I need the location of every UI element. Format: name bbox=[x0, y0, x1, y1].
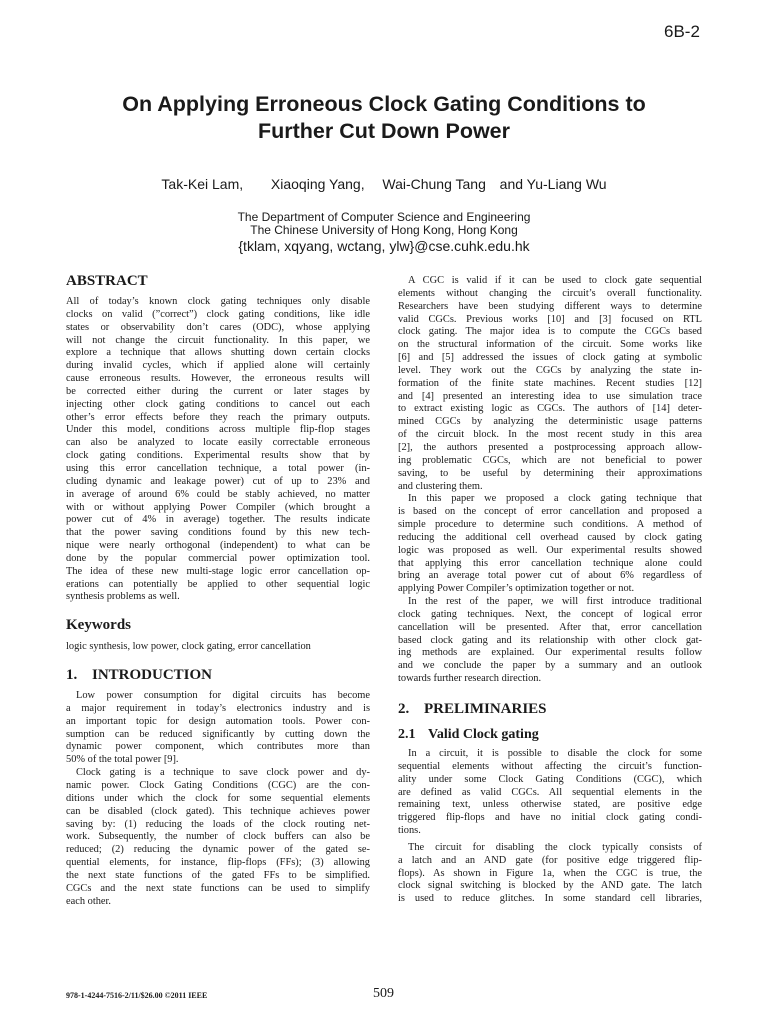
text-line: ditions under which the clock for some sequential elements bbox=[66, 792, 370, 804]
author-2: Xiaoqing Yang, bbox=[270, 176, 365, 192]
text-line: clocks on valid (”correct”) clock gating conditions, like idle bbox=[66, 308, 370, 320]
text-line: the next state functions of the gated FFs to be simplified. bbox=[66, 869, 370, 881]
text-line: can be disabled (clock gated). This technique achieves power bbox=[66, 805, 370, 817]
right-paragraph-3 bbox=[398, 596, 702, 686]
text-line: CGCs and the next state functions can be used to simplify bbox=[66, 882, 370, 894]
text-line: injecting other clock gating conditions to cancel out each bbox=[66, 398, 370, 410]
text-line: power cut of 4% in average) together. The results indicate bbox=[66, 514, 370, 526]
text-line: work. Subsequently, the number of clock buffers can also be bbox=[66, 831, 370, 843]
copyright-footer: 978-1-4244-7516-2/11/$26.00 ©2011 IEEE bbox=[66, 991, 208, 1000]
text-line: flops). As shown in Figure 1a, when the CGC is true, the bbox=[398, 867, 702, 879]
text-line: Low power consumption for digital circuits has become bbox=[76, 690, 370, 702]
text-line: other’s error effects before they reach the primary outputs. bbox=[66, 411, 370, 423]
session-tag: 6B-2 bbox=[664, 22, 700, 41]
text-line: in average of around 6% could be stably achieved, no matter bbox=[66, 488, 370, 500]
text-line: Clock gating is a technique to save clock power and dy- bbox=[76, 767, 370, 779]
affiliation-line-1: The Department of Computer Science and Engineering bbox=[237, 210, 531, 224]
text-line: is used to reduce glitches. In some standard cell libraries, bbox=[398, 893, 702, 905]
text-line: level. They work out the CGCs by analyzing the state in- bbox=[398, 364, 702, 376]
author-4: and Yu-Liang Wu bbox=[499, 176, 607, 192]
preliminaries-heading bbox=[398, 700, 702, 718]
section-number: 2. bbox=[398, 701, 410, 717]
text-line: clock gating. The major idea is to compute the CGCs based bbox=[398, 326, 702, 338]
abstract-heading: ABSTRACT bbox=[66, 273, 148, 289]
text-line: clock gating conditions. Experimental results show that by bbox=[66, 450, 370, 462]
page-number: 509 bbox=[373, 986, 394, 1001]
text-line: each other. bbox=[66, 895, 112, 907]
text-line: ality under some Clock Gating Conditions (CGC), which bbox=[398, 773, 702, 785]
text-line: can also be analyzed to locate easily correctable erroneous bbox=[66, 437, 370, 449]
left-column bbox=[66, 272, 370, 908]
text-line: In this paper we proposed a clock gating technique that bbox=[408, 493, 702, 505]
right-paragraph-5 bbox=[398, 842, 702, 906]
text-line: during invalid cycles, which if applied alone will certainly bbox=[66, 360, 370, 372]
text-line: be corrected either during the current or later stages by bbox=[66, 385, 370, 397]
text-line: reduced; (2) reducing the dynamic power of the gated se- bbox=[66, 844, 370, 856]
text-line: based clock gating and its relationship with other clock gat- bbox=[398, 634, 702, 646]
text-line: sequential elements without affecting the circuit’s function- bbox=[398, 760, 702, 772]
text-line: erations can potentially be applied to other sequential logic bbox=[66, 578, 370, 590]
paper-title bbox=[0, 91, 768, 145]
title-line-1: On Applying Erroneous Clock Gating Conditions to bbox=[122, 92, 646, 116]
text-line: triggered flip-flops and have no initial clock gating condi- bbox=[398, 812, 702, 824]
text-line: using this error cancellation technique, a total power (in- bbox=[66, 462, 370, 474]
text-line: The circuit for disabling the clock typically consists of bbox=[408, 841, 702, 853]
section-title: PRELIMINARIES bbox=[424, 701, 547, 717]
text-line: with or without applying Power Compiler (which brought a bbox=[66, 501, 370, 513]
text-line: that applying this error cancellation technique alone could bbox=[398, 557, 702, 569]
right-paragraph-4 bbox=[398, 748, 702, 838]
affiliation-line-2: The Chinese University of Hong Kong, Hong Kong bbox=[250, 223, 518, 237]
text-line: sumption can be reduced significantly by cutting down the bbox=[66, 728, 370, 740]
text-line: bring an average total power cut of about 6% regardless of bbox=[398, 570, 702, 582]
text-line: clock gating techniques. Next, the concept of logical error bbox=[398, 608, 702, 620]
text-line: cluding dynamic and leakage power) cut of up to 23% and bbox=[66, 475, 370, 487]
text-line: ing problematic CGCs, which are not beneficial to power bbox=[398, 454, 702, 466]
text-line: remaining text, unless otherwise stated, are positive edge bbox=[398, 799, 702, 811]
text-line: Researchers have been studying different ways to determine bbox=[398, 300, 702, 312]
intro-paragraph-2 bbox=[66, 767, 370, 908]
text-line: applying Power Compiler’s optimization together or not. bbox=[398, 583, 635, 595]
text-line: of the circuit block. In the most recent study in this area bbox=[398, 429, 702, 441]
text-line: reducing the additional cell overhead caused by clock gating bbox=[398, 531, 702, 543]
section-title: INTRODUCTION bbox=[92, 667, 213, 684]
text-line: elements without changing the circuit’s overall functionality. bbox=[398, 287, 702, 299]
text-line: clock signal switching is blocked by the AND gate. The latch bbox=[398, 880, 702, 892]
text-line: simple procedure to determine such conditions. A method of bbox=[398, 519, 702, 531]
text-line: namic power. Clock Gating Conditions (CGC) are the con- bbox=[66, 780, 370, 791]
text-line: is based on the concept of error cancellation and proposed a bbox=[398, 506, 702, 518]
affiliation bbox=[0, 211, 768, 237]
text-line: and [4] presented an interesting idea to use simulation trace bbox=[398, 390, 702, 402]
text-line: towards further research direction. bbox=[398, 673, 542, 685]
text-line: that the power saving conditions found by this new tech- bbox=[66, 527, 370, 539]
author-list bbox=[0, 176, 768, 192]
text-line: All of today’s known clock gating techniques only disable bbox=[66, 296, 370, 307]
keywords-heading: Keywords bbox=[66, 617, 131, 634]
text-line: quential elements, for instance, flip-flops (FFs); (3) allowing bbox=[66, 857, 370, 869]
text-line: ing methods are explained. Our experimental results follow bbox=[398, 647, 702, 659]
right-paragraph-1 bbox=[398, 275, 702, 493]
author-3: Wai-Chung Tang bbox=[382, 176, 486, 192]
text-line: on the structural information of the circuit. Some works like bbox=[398, 339, 702, 351]
text-line: states or observability don’t cares (ODC), whose applying bbox=[66, 321, 370, 333]
text-line: nique were nearly orthogonal (independent) to what can be bbox=[66, 540, 370, 552]
section-number: 1. bbox=[66, 667, 78, 684]
text-line: cancellation will be presented. After that, error cancellation bbox=[398, 621, 702, 633]
text-line: dynamic power component, which contributes more than bbox=[66, 741, 370, 753]
text-line: A CGC is valid if it can be used to clock gate sequential bbox=[408, 275, 702, 286]
author-emails: {tklam, xqyang, wctang, ylw}@cse.cuhk.edu.hk bbox=[238, 238, 530, 254]
text-line: saving by: (1) reducing the loads of the clock routing net- bbox=[66, 818, 370, 830]
text-line: will not change the circuit functionality. In this paper, we bbox=[66, 334, 370, 346]
text-line: and we conclude the paper by a summary and an outlook bbox=[398, 660, 702, 672]
abstract-body bbox=[66, 296, 370, 604]
text-line: and clustering them. bbox=[398, 480, 483, 492]
text-line: logic was proposed as well. Our experimental results showed bbox=[398, 544, 702, 556]
text-line: formation of the finite state machines. Recent studies [12] bbox=[398, 377, 702, 389]
text-line: 50% of the total power [9]. bbox=[66, 754, 179, 766]
text-line: Under this model, conditions across multiple flip-flop stages bbox=[66, 424, 370, 436]
text-line: done by the popular commercial power optimization tool. bbox=[66, 552, 370, 564]
text-line: valid CGCs. Previous works [10] and [3] focused on RTL bbox=[398, 313, 702, 325]
text-line: [2], the authors presented a postprocessing approach allow- bbox=[398, 441, 702, 453]
author-1: Tak-Kei Lam, bbox=[161, 176, 244, 192]
subsection-number: 2.1 bbox=[398, 727, 416, 742]
right-column bbox=[398, 275, 702, 906]
right-paragraph-2 bbox=[398, 493, 702, 596]
text-line: are defined as valid CGCs. All sequential elements in the bbox=[398, 786, 702, 798]
valid-clock-gating-heading bbox=[398, 726, 702, 744]
text-line: cause erroneous results. However, the erroneous results will bbox=[66, 373, 370, 385]
text-line: saving, to be useful by determining their approximations bbox=[398, 467, 702, 479]
text-line: a latch and an AND gate (for positive edge triggered flip- bbox=[398, 854, 702, 866]
subsection-title: Valid Clock gating bbox=[428, 727, 539, 742]
text-line: explore a technique that allows shutting down certain clocks bbox=[66, 347, 370, 359]
text-line: to extract existing logic as CGCs. The authors of [14] deter- bbox=[398, 403, 702, 415]
text-line: mined CGCs by analyzing the deterministic usage patterns bbox=[398, 416, 702, 428]
text-line: The idea of these new multi-stage logic error cancellation op- bbox=[66, 565, 370, 577]
text-line: synthesis problems as well. bbox=[66, 591, 180, 603]
text-line: a major requirement in today’s electronics industry and is bbox=[66, 702, 370, 714]
intro-paragraph-1 bbox=[66, 690, 370, 767]
introduction-heading bbox=[66, 666, 370, 684]
text-line: an important topic for design automation tools. Power con- bbox=[66, 715, 370, 727]
keywords-text: logic synthesis, low power, clock gating, error cancellation bbox=[66, 641, 311, 653]
text-line: In a circuit, it is possible to disable the clock for some bbox=[408, 748, 702, 759]
text-line: In the rest of the paper, we will first introduce traditional bbox=[408, 596, 702, 608]
text-line: [6] and [5] addressed the issues of clock gating at symbolic bbox=[398, 352, 702, 364]
title-line-2: Further Cut Down Power bbox=[257, 119, 511, 143]
text-line: tions. bbox=[398, 825, 421, 837]
